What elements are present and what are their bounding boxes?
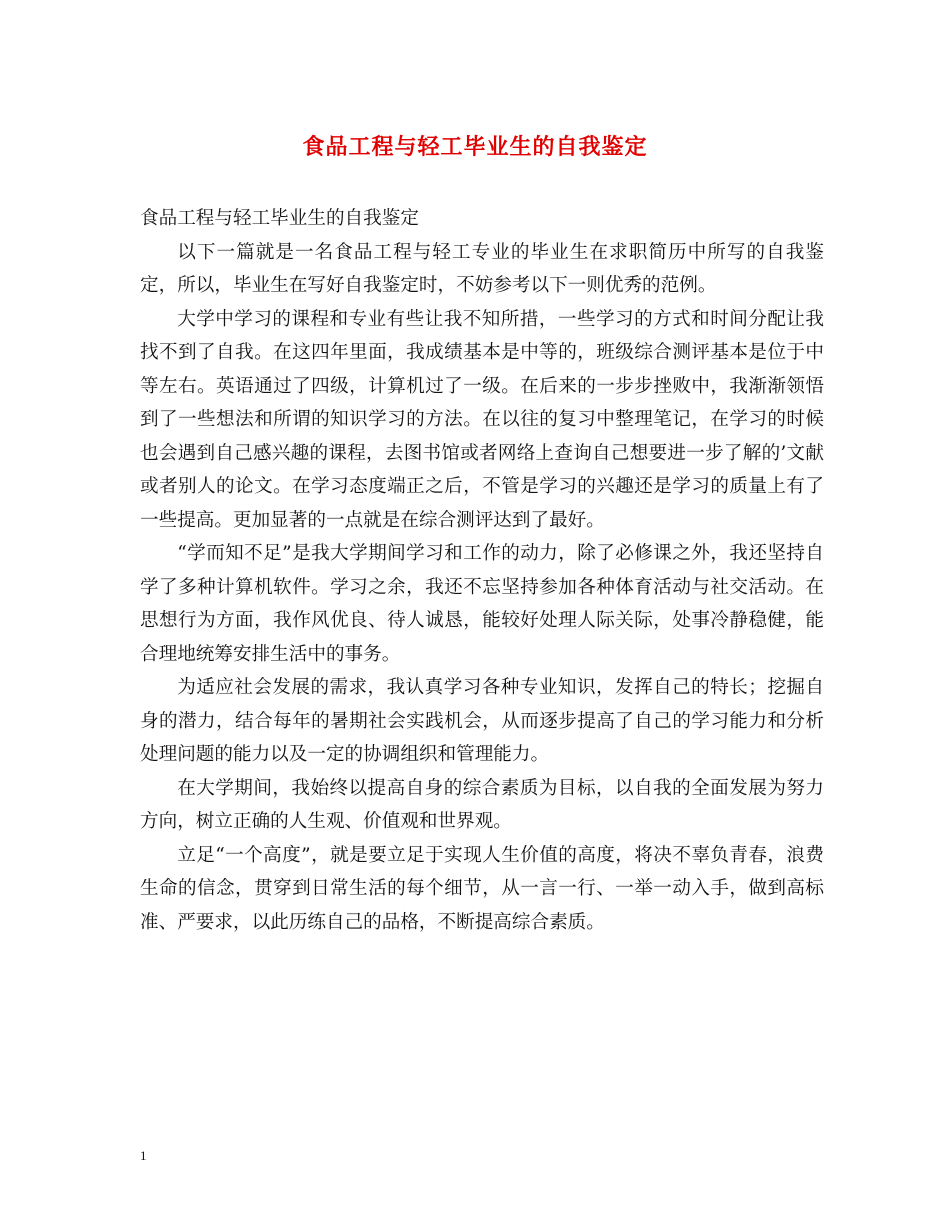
- paragraph-abilities: 为适应社会发展的需求，我认真学习各种专业知识，发挥自己的特长；挖掘自身的潜力，结合每年的暑期社会实践机会，从而逐步提高了自己的学习能力和分析处理问题的能力以及一定的协调组织和管理能力。: [140, 677, 824, 765]
- page-number: 1: [140, 1148, 147, 1163]
- document-title: 食品工程与轻工毕业生的自我鉴定: [302, 134, 648, 160]
- paragraph-motivation: “学而知不足”是我大学期间学习和工作的动力，除了必修课之外，我还坚持自学了多种计算机软件。学习之余，我还不忘坚持参加各种体育活动与社交活动。在思想行为方面，我作风优良、待人诚恳，能较好处理人际关际，处事冷静稳健，能合理地统筹安排生活中的事务。: [140, 543, 824, 665]
- paragraph-study: 大学中学习的课程和专业有些让我不知所措，一些学习的方式和时间分配让我找不到了自我。在这四年里面，我成绩基本是中等的，班级综合测评基本是位于中等左右。英语通过了四级，计算机过了一级。在后来的一步步挫败中，我渐渐领悟到了一些想法和所谓的知识学习的方法。在以往的复习中整理笔记，在学习的时候也会遇到自己感兴趣的课程，去图书馆或者网络上查询自己想要进一步了解的’文献或者别人的论文。在学习态度端正之后，不管是学习的兴趣还是学习的质量上有了一些提高。更加显著的一点就是在综合测评达到了最好。: [140, 308, 824, 531]
- paragraph-goals: 在大学期间，我始终以提高自身的综合素质为目标，以自我的全面发展为努力方向，树立正确的人生观、价值观和世界观。: [140, 777, 824, 832]
- paragraph-height: 立足“一个高度”，就是要立足于实现人生价值的高度，将决不辜负青春，浪费生命的信念，贯穿到日常生活的每个细节，从一言一行、一举一动入手，做到高标准、严要求，以此历练自己的品格，不断提高综合素质。: [140, 844, 824, 933]
- body-heading: 食品工程与轻工毕业生的自我鉴定: [140, 208, 419, 229]
- paragraph-intro: 以下一篇就是一名食品工程与轻工专业的毕业生在求职简历中所写的自我鉴定，所以，毕业生在写好自我鉴定时，不妨参考以下一则优秀的范例。: [140, 241, 824, 296]
- document-body: [140, 202, 824, 939]
